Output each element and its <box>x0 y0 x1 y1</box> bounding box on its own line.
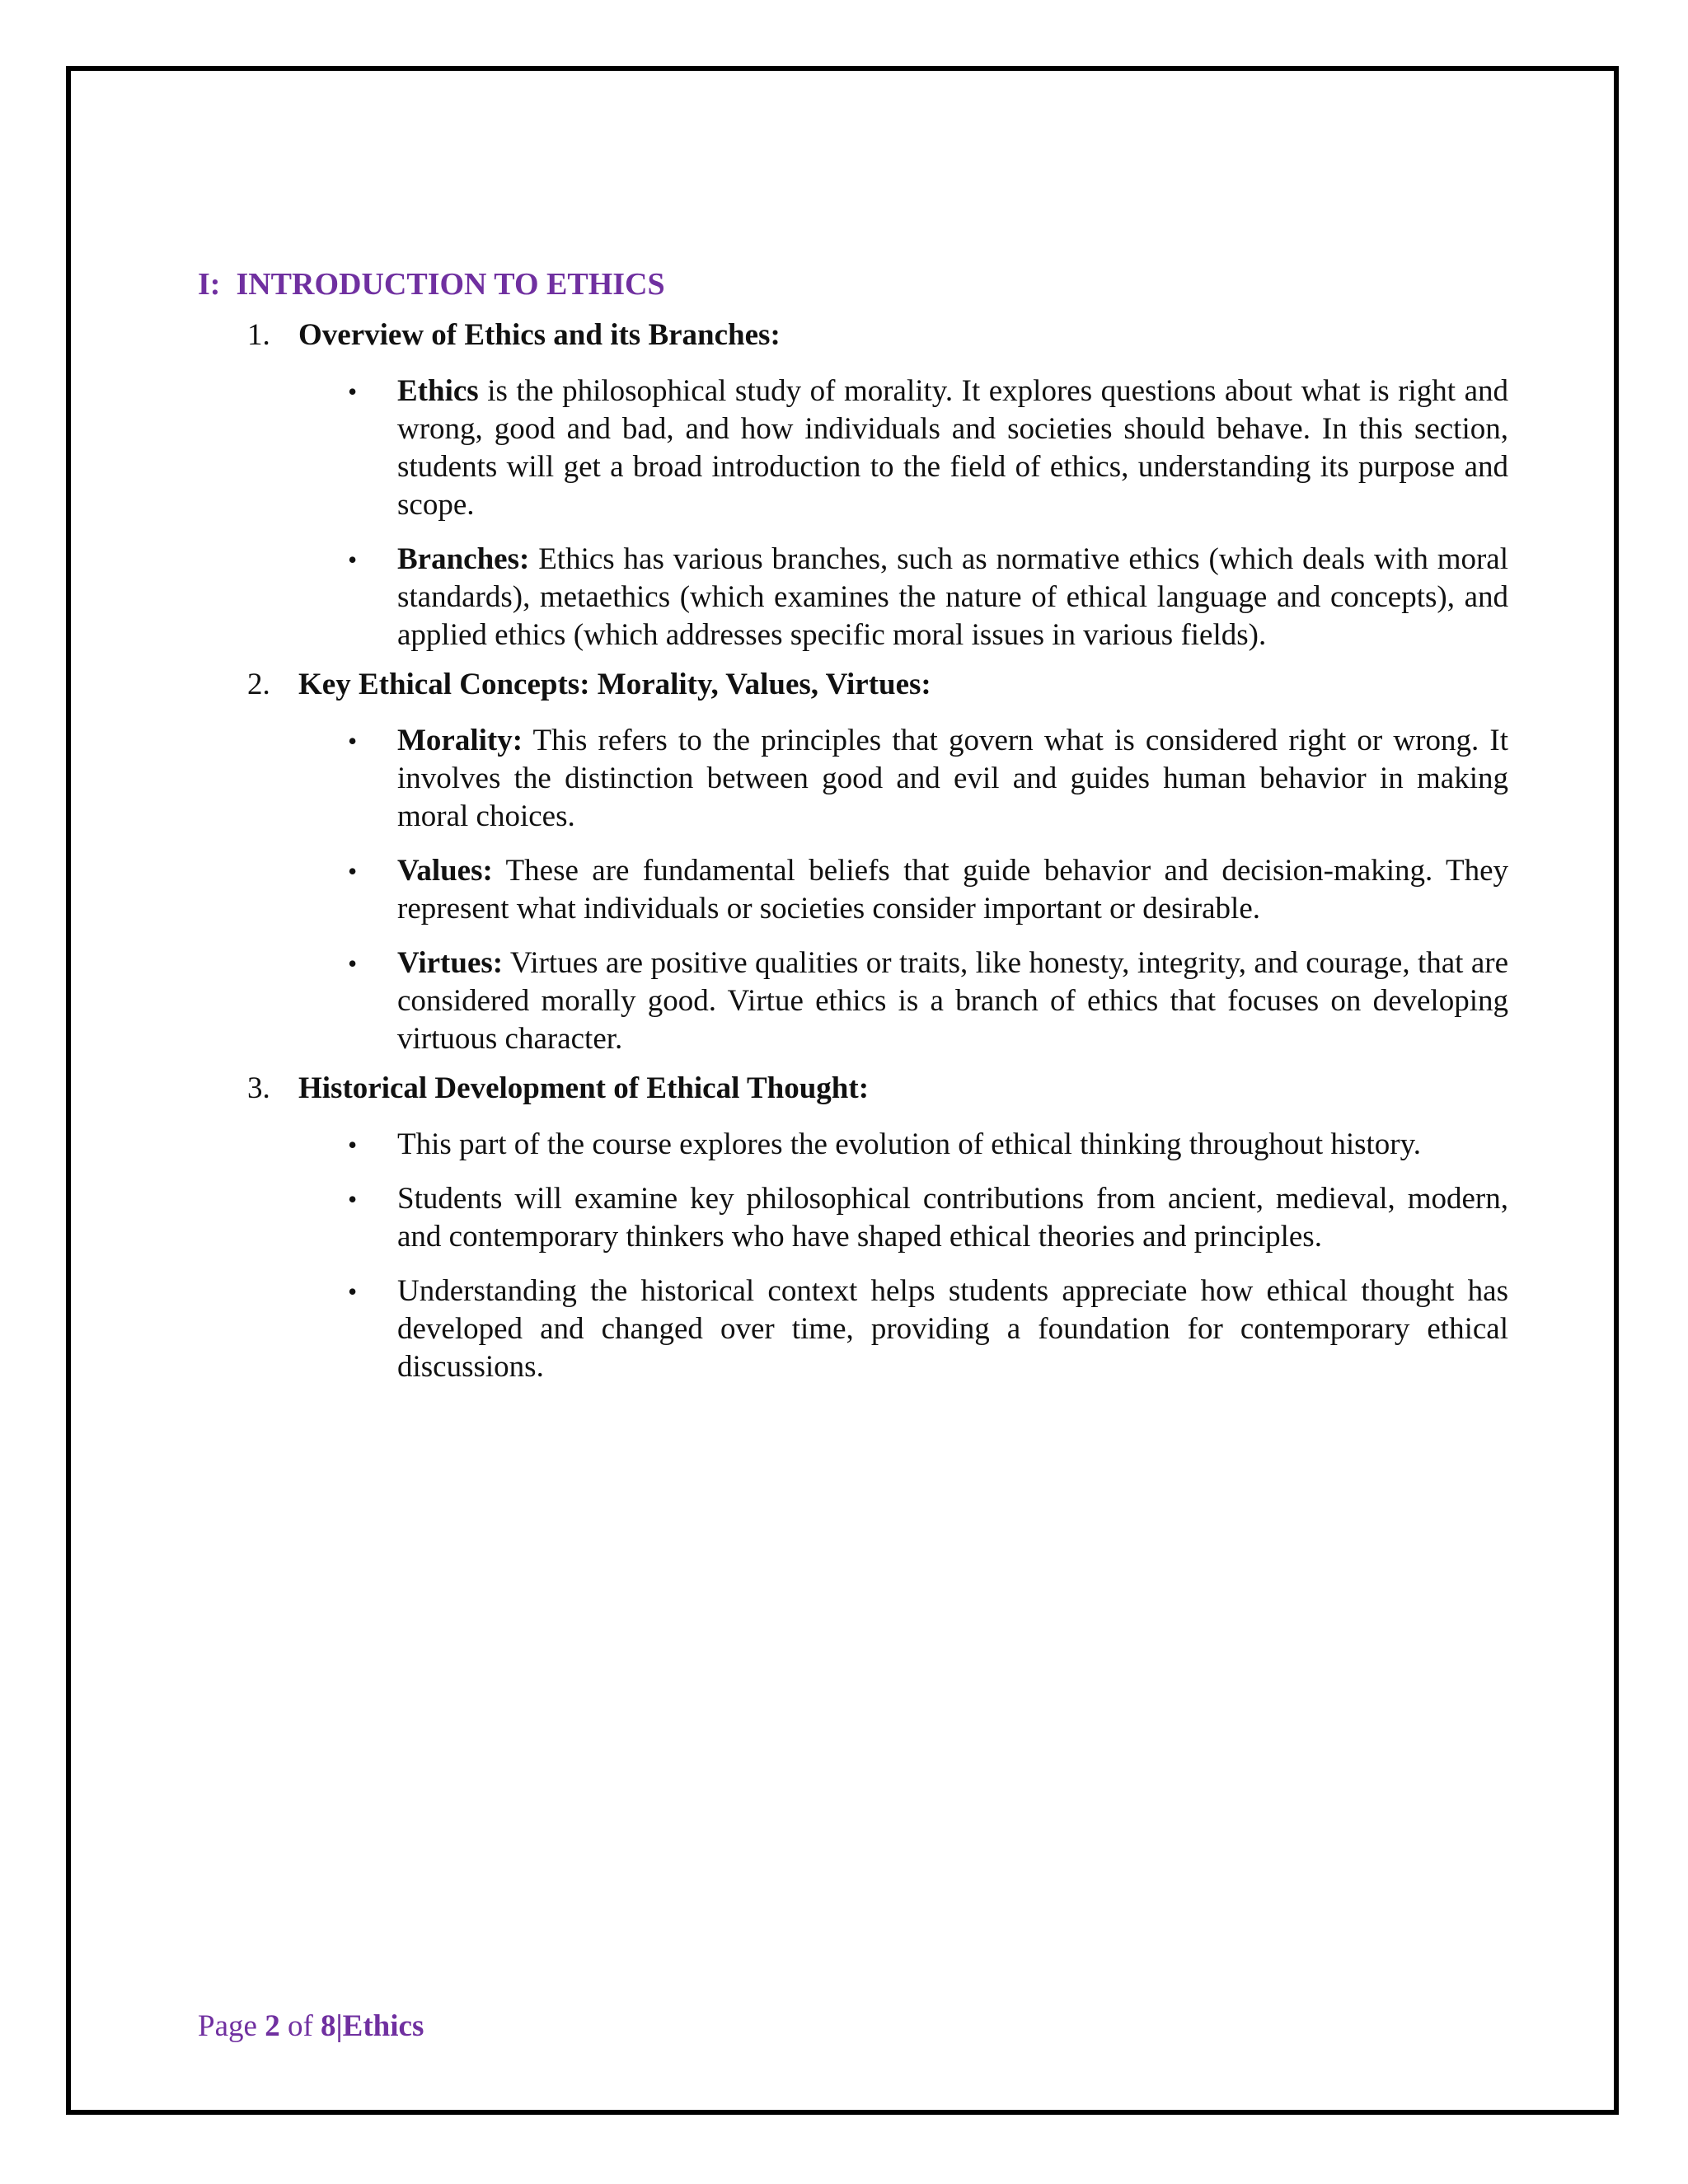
bullet-icon: • <box>348 726 358 756</box>
document-body <box>198 264 1508 1386</box>
bullet-term: Branches: <box>397 542 530 576</box>
bullet-text: These are fundamental beliefs that guide behavior and decision-making. They represent what individuals or societies consider important or desirable. <box>397 854 1508 926</box>
bullet-term: Virtues: <box>397 946 504 980</box>
section-heading: I: INTRODUCTION TO ETHICS <box>198 267 665 302</box>
footer-of-word: of <box>279 2009 321 2043</box>
bullet-icon: • <box>348 949 358 978</box>
list-item <box>198 664 1508 1058</box>
list-item <box>198 315 1508 654</box>
bullet-list <box>198 722 1508 1058</box>
bullet-icon: • <box>348 1130 358 1160</box>
bullet-term: Morality: <box>397 724 523 757</box>
item-title: Overview of Ethics and its Branches: <box>298 318 781 352</box>
item-heading <box>198 664 1508 705</box>
bullet-point <box>198 852 1508 928</box>
bullet-text: Ethics has various branches, such as normative ethics (which deals with moral standards), metaethics (which examines the nature of ethical language and concepts), and applied ethics (which addresses specific moral issues in various fields). <box>397 542 1508 652</box>
item-heading <box>198 1068 1508 1109</box>
bullet-icon: • <box>348 545 358 574</box>
bullet-text: Virtues are positive qualities or traits, like honesty, integrity, and courage, that are considered morally good. Virtue ethics is a branch of ethics that focuses on developing virtuous character. <box>397 946 1508 1056</box>
list-item <box>198 1068 1508 1386</box>
bullet-list <box>198 373 1508 654</box>
footer-page-number: 2 <box>265 2009 280 2043</box>
bullet-point <box>198 1180 1508 1256</box>
bullet-text: This part of the course explores the evolution of ethical thinking throughout history. <box>397 1127 1421 1161</box>
bullet-point <box>198 373 1508 524</box>
footer-total-pages: 8 <box>321 2009 336 2043</box>
bullet-icon: • <box>348 856 358 886</box>
bullet-point <box>198 541 1508 654</box>
bullet-term: Values: <box>397 854 493 888</box>
footer-separator: | <box>335 2009 343 2043</box>
item-number: 2. <box>247 668 270 701</box>
bullet-text: This refers to the principles that govern what is considered right or wrong. It involves the distinction between good and evil and guides human behavior in making moral choices. <box>397 724 1508 833</box>
item-number: 1. <box>247 318 270 352</box>
bullet-point <box>198 722 1508 836</box>
bullet-icon: • <box>348 1277 358 1306</box>
bullet-term: Ethics <box>397 374 479 408</box>
bullet-point <box>198 944 1508 1058</box>
bullet-text: Understanding the historical context helps students appreciate how ethical thought has developed and changed over time, providing a foundation for contemporary ethical discussions. <box>397 1274 1508 1384</box>
footer-page-word: Page <box>198 2009 265 2043</box>
bullet-text: Students will examine key philosophical contributions from ancient, medieval, modern, and contemporary thinkers who have shaped ethical theories and principles. <box>397 1182 1508 1254</box>
bullet-point <box>198 1272 1508 1386</box>
page-footer <box>198 2006 424 2047</box>
item-title: Historical Development of Ethical Thought: <box>298 1071 870 1105</box>
item-number: 3. <box>247 1071 270 1105</box>
bullet-point <box>198 1126 1525 1164</box>
footer-document-name: Ethics <box>342 2009 424 2043</box>
bullet-text: is the philosophical study of morality. It explores questions about what is right and wrong, good and bad, and how individuals and societies should behave. In this section, students will get a broad introduction to the field of ethics, understanding its purpose and scope. <box>397 374 1508 522</box>
item-title: Key Ethical Concepts: Morality, Values, Virtues: <box>298 668 931 701</box>
bullet-icon: • <box>348 1184 358 1214</box>
bullet-icon: • <box>348 377 358 406</box>
item-heading <box>198 315 1508 356</box>
bullet-list <box>198 1126 1508 1386</box>
